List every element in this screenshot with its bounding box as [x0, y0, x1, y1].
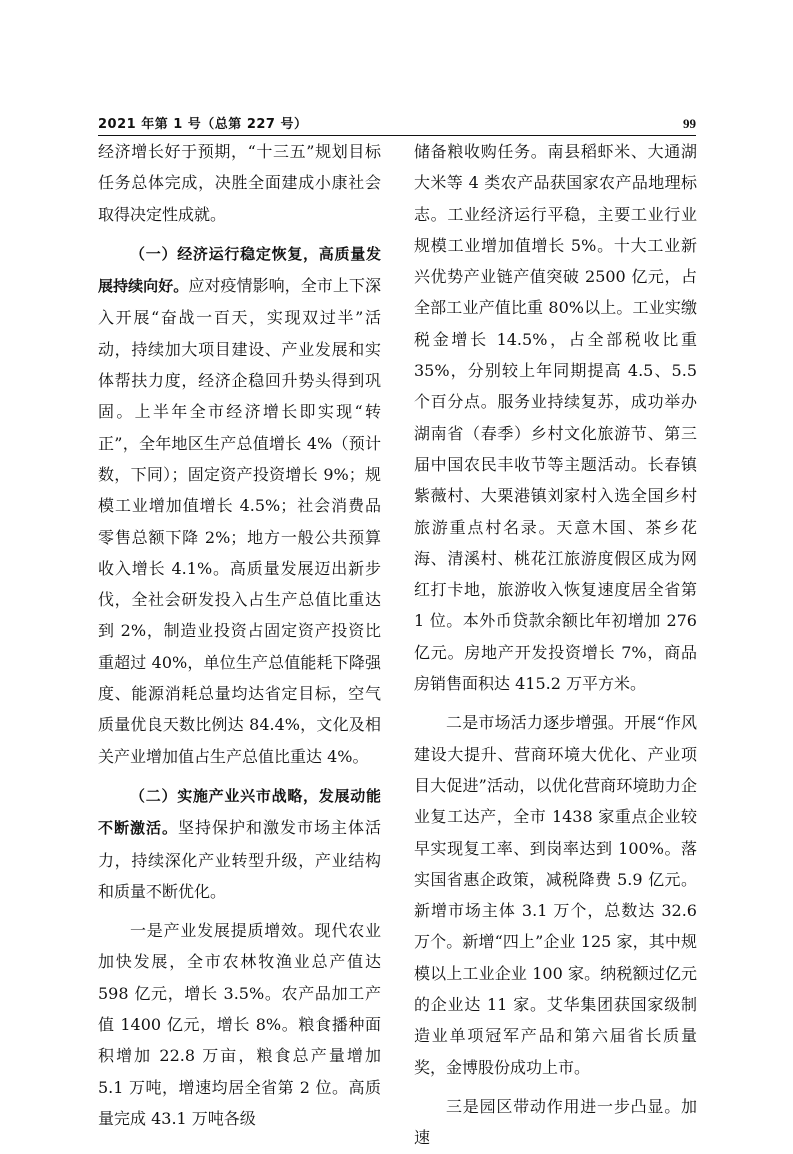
issue-label: 2021 年第 1 号（总第 227 号）: [98, 117, 308, 132]
paragraph-body: 应对疫情影响，全市上下深入开展“奋战一百天，实现双过半”活动，持续加大项目建设、产业发展和实体帮扶力度，经济企稳回升势头得到巩固。上半年全市经济增长即实现“转正”，全年地区生产总值增长 4%（预计数，下同）；固定资产投资增长 9%；规模工业增加值增长 4.5%；社会消费品零售总额下降 2%；地方一般公共预算收入增长 4.1%。高质量发展迈出新步伐，全社会研发投入占生产总值比重达到 2%，制造业投资占固定资产投资比重超过 40%，单位生产总值能耗下降强度、能源消耗总量均达省定目标，空气质量优良天数比例达 84.4%，文化及相关产业增加值占生产总值比重达 4%。: [98, 276, 381, 766]
left-column: [98, 136, 381, 1134]
paragraph: [98, 238, 381, 772]
paragraph: 三是园区带动作用进一步凸显。加速: [414, 1096, 697, 1148]
paragraph: 经济增长好于预期，“十三五”规划目标任务总体完成，决胜全面建成小康社会取得决定性成就。: [98, 142, 381, 224]
page-header: [98, 113, 696, 136]
page-number: 99: [683, 116, 696, 131]
right-column: [414, 136, 697, 1154]
paragraph: [98, 780, 381, 907]
section-heading: （二）实施产业兴市战略，发展动能不断激活。: [98, 786, 381, 838]
paragraph: 二是市场活力逐步增强。开展“作风建设大提升、营商环境大优化、产业项目大促进”活动，以优化营商环境助力企业复工达产，全市 1438 家重点企业较早实现复工率、到岗率达到 100%。落实国省惠企政策，减税降费 5.9 亿元。新增市场主体 3.1 万个，总数达 32.6 万个。新增“四上”企业 125 家，其中规模以上工业企业 100 家。纳税额过亿元的企业达 11 家。艾华集团获国家级制造业单项冠军产品和第六届省长质量奖，金博股份成功上市。: [414, 713, 697, 1077]
paragraph: 一是产业发展提质增效。现代农业加快发展，全市农林牧渔业总产值达 598 亿元，增长 3.5%。农产品加工产值 1400 亿元，增长 8%。粮食播种面积增加 22.8 万亩，粮食总产量增加 5.1 万吨，增速均居全省第 2 位。高质量完成 43.1 万吨各级: [98, 921, 381, 1128]
section-heading: （一）经济运行稳定恢复，高质量发展持续向好。: [98, 244, 381, 296]
paragraph: 储备粮收购任务。南县稻虾米、大通湖大米等 4 类农产品获国家农产品地理标志。工业经济运行平稳，主要工业行业规模工业增加值增长 5%。十大工业新兴优势产业链产值突破 2500 亿元，占全部工业产值比重 80%以上。工业实缴税金增长 14.5%，占全部税收比重 35%，分别较上年同期提高 4.5、5.5 个百分点。服务业持续复苏，成功举办湖南省（春季）乡村文化旅游节、第三届中国农民丰收节等主题活动。长春镇紫薇村、大栗港镇刘家村入选全国乡村旅游重点村名录。天意木国、茶乡花海、清溪村、桃花江旅游度假区成为网红打卡地，旅游收入恢复速度居全省第 1 位。本外币贷款余额比年初增加 276 亿元。房地产开发投资增长 7%，商品房销售面积达 415.2 万平方米。: [414, 142, 697, 694]
paragraph-body: 坚持保护和激发市场主体活力，持续深化产业转型升级，产业结构和质量不断优化。: [98, 818, 381, 901]
